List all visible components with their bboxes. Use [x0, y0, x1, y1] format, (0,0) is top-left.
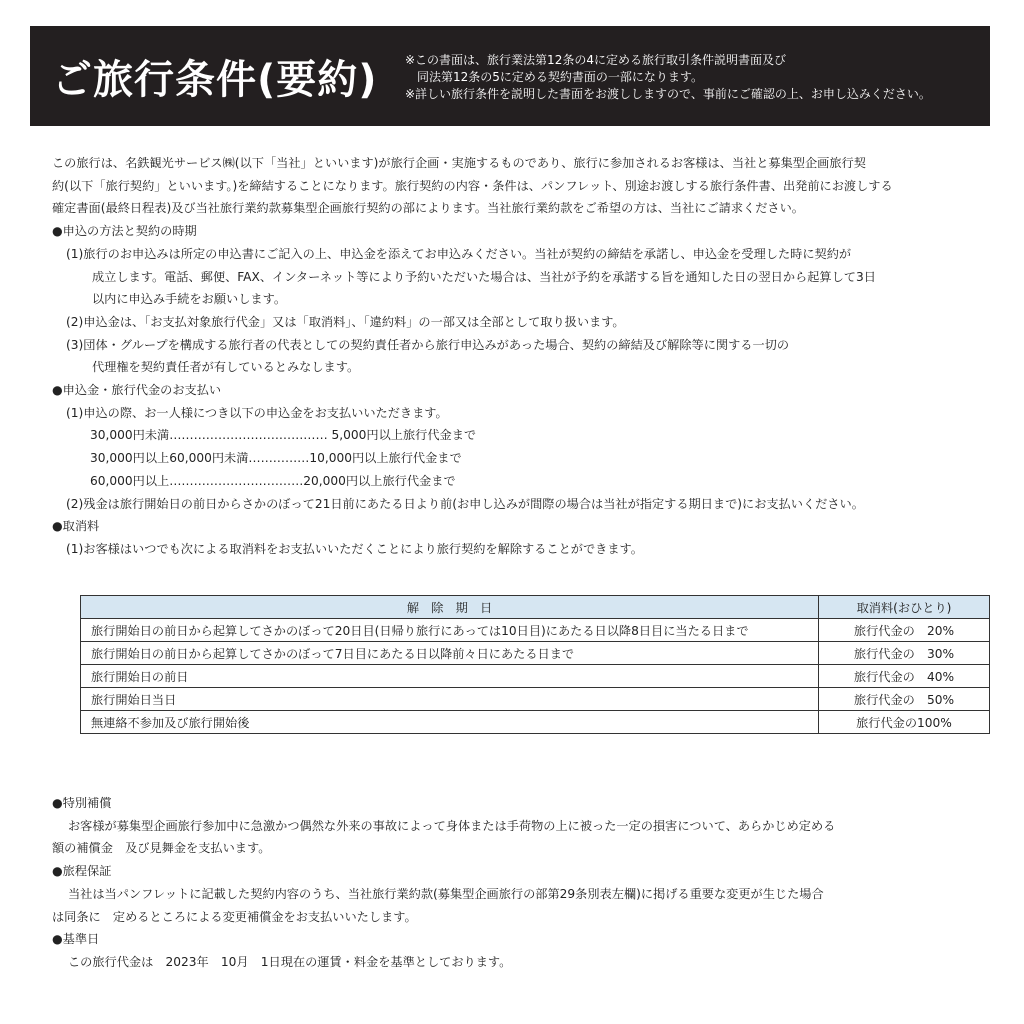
- table-cell-fee: 旅行代金の 40%: [819, 665, 990, 688]
- table-cell-period: 無連絡不参加及び旅行開始後: [81, 711, 819, 734]
- table-row: [81, 688, 990, 711]
- cancellation-fee-table: [80, 595, 990, 734]
- table-cell-fee: 旅行代金の 50%: [819, 688, 990, 711]
- table-row: [81, 711, 990, 734]
- table-cell-period: 旅行開始日の前日から起算してさかのぼって7日目にあたる日以降前々日にあたる日まで: [81, 642, 819, 665]
- terms-body: [52, 152, 992, 561]
- payment-item: (2)残金は旅行開始日の前日からさかのぼって21日前にあたる日より前(お申し込みが間際の場合は当社が指定する期日まで)にお支払いください。: [66, 496, 864, 511]
- table-row: [81, 665, 990, 688]
- table-cell-fee: 旅行代金の 30%: [819, 642, 990, 665]
- guarantee-line: は同条に 定めるところによる変更補償金をお支払いいたします。: [52, 909, 417, 924]
- intro-line: この旅行は、名鉄観光サービス㈱(以下「当社」といいます)が旅行企画・実施するものであり、旅行に参加されるお客様は、当社と募集型企画旅行契: [52, 156, 866, 170]
- special-line: お客様が募集型企画旅行参加中に急激かつ偶然な外来の事故によって身体または手荷物の上に被った一定の損害について、あらかじめ定める: [68, 818, 836, 833]
- header-note: ※詳しい旅行条件を説明した書面をお渡ししますので、事前にご確認の上、お申し込みください。: [405, 87, 931, 101]
- deposit-row: 30,000円以上60,000円未満……………10,000円以上旅行代金まで: [90, 451, 462, 466]
- payment-item: (1)申込の際、お一人様につき以下の申込金をお支払いいただきます。: [66, 405, 448, 420]
- section-heading-guarantee: ●旅程保証: [52, 864, 112, 879]
- column-header-fee: 取消料(おひとり): [819, 596, 990, 619]
- special-line: 額の補償金 及び見舞金を支払います。: [52, 841, 271, 856]
- cancellation-item: (1)お客様はいつでも次による取消料をお支払いいただくことにより旅行契約を解除することができます。: [66, 541, 643, 556]
- table-row: [81, 642, 990, 665]
- section-heading-application: ●申込の方法と契約の時期: [52, 224, 197, 239]
- column-header-period: 解 除 期 日: [81, 596, 819, 619]
- intro-line: 確定書面(最終日程表)及び当社旅行業約款募集型企画旅行契約の部によります。当社旅行業約款をご希望の方は、当社にご請求ください。: [52, 201, 804, 216]
- section-heading-payment: ●申込金・旅行代金のお支払い: [52, 383, 222, 398]
- section-heading-cancellation: ●取消料: [52, 519, 100, 534]
- header-notes: [405, 52, 931, 103]
- application-item: (2)申込金は、「お支払対象旅行代金」又は「取消料」、「違約料」の一部又は全部として取り扱います。: [66, 314, 625, 329]
- deposit-row: 30,000円未満………………………………… 5,000円以上旅行代金まで: [90, 428, 477, 443]
- application-item: (3)団体・グループを構成する旅行者の代表としての契約責任者から旅行申込みがあった場合、契約の締結及び解除等に関する一切の: [66, 337, 790, 352]
- header-banner: [30, 26, 990, 126]
- header-note: ※この書面は、旅行業法第12条の4に定める旅行取引条件説明書面及び: [405, 53, 786, 67]
- section-heading-special: ●特別補償: [52, 796, 112, 810]
- guarantee-line: 当社は当パンフレットに記載した契約内容のうち、当社旅行業約款(募集型企画旅行の部第29条別表左欄)に掲げる重要な変更が生じた場合: [68, 886, 824, 901]
- table-header-row: [81, 596, 990, 619]
- table-cell-period: 旅行開始日の前日から起算してさかのぼって20日目(日帰り旅行にあっては10日目)にあたる日以降8日目に当たる日まで: [81, 619, 819, 642]
- application-item-cont: 成立します。電話、郵便、FAX、インターネット等により予約いただいた場合は、当社が予約を承諾する旨を通知した日の翌日から起算して3日: [92, 269, 876, 284]
- table-row: [81, 619, 990, 642]
- deposit-row: 60,000円以上……………………………20,000円以上旅行代金まで: [90, 473, 456, 488]
- application-item-cont: 代理権を契約責任者が有しているとみなします。: [92, 360, 360, 375]
- intro-line: 約(以下「旅行契約」といいます。)を締結することになります。旅行契約の内容・条件は、パンフレット、別途お渡しする旅行条件書、出発前にお渡しする: [52, 178, 893, 193]
- section-heading-base-date: ●基準日: [52, 932, 100, 947]
- base-date-line: この旅行代金は 2023年 10月 1日現在の運賃・料金を基準としております。: [68, 954, 512, 969]
- table-cell-period: 旅行開始日の前日: [81, 665, 819, 688]
- page-title: ご旅行条件(要約): [52, 57, 378, 103]
- terms-lower: [52, 792, 992, 974]
- table-cell-period: 旅行開始日当日: [81, 688, 819, 711]
- table-cell-fee: 旅行代金の 20%: [819, 619, 990, 642]
- header-note: 同法第12条の5に定める契約書面の一部になります。: [417, 70, 703, 84]
- table-cell-fee: 旅行代金の100%: [819, 711, 990, 734]
- application-item: (1)旅行のお申込みは所定の申込書にご記入の上、申込金を添えてお申込みください。当社が契約の締結を承諾し、申込金を受理した時に契約が: [66, 246, 852, 261]
- application-item-cont: 以内に申込み手続をお願いします。: [92, 292, 287, 307]
